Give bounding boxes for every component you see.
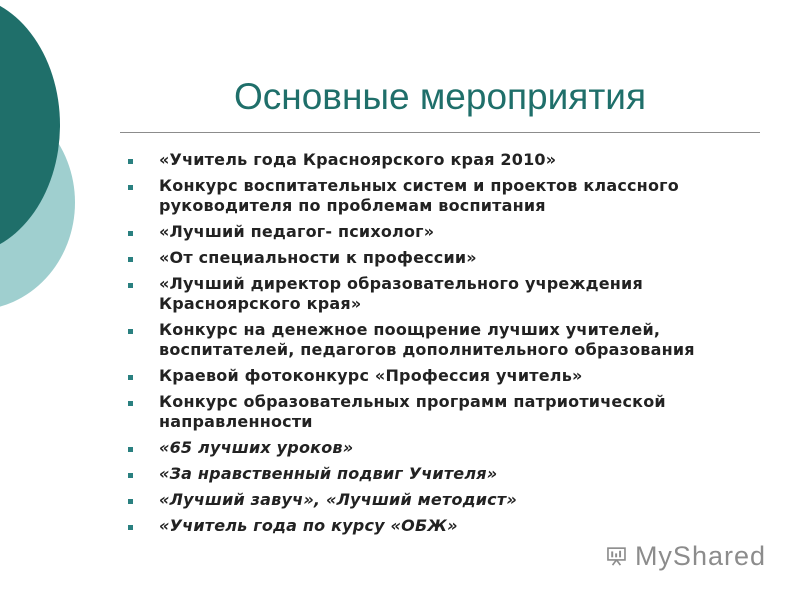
list-item-text: «Учитель года по курсу «ОБЖ» bbox=[159, 516, 458, 535]
bullet-icon bbox=[128, 447, 133, 452]
bullet-icon bbox=[128, 283, 133, 288]
list-item-text: «Лучший директор образовательного учреждения Красноярского края» bbox=[159, 274, 643, 313]
list-item bbox=[128, 464, 768, 484]
list-item bbox=[128, 150, 768, 170]
list-item bbox=[128, 222, 768, 242]
list-item-text: Конкурс образовательных программ патриотической направленности bbox=[159, 392, 666, 431]
presentation-board-icon bbox=[606, 540, 627, 572]
list-item bbox=[128, 490, 768, 510]
watermark-text: MyShared bbox=[634, 540, 766, 571]
list-item bbox=[128, 438, 768, 458]
list-item-text: «Лучший завуч», «Лучший методист» bbox=[159, 490, 517, 509]
list-item-text: «За нравственный подвиг Учителя» bbox=[159, 464, 498, 483]
list-item-text: «От специальности к профессии» bbox=[159, 248, 477, 267]
list-item bbox=[128, 516, 768, 536]
list-item bbox=[128, 248, 768, 268]
list-item bbox=[128, 320, 768, 360]
list-item bbox=[128, 274, 768, 314]
bullet-icon bbox=[128, 525, 133, 530]
list-item-text: «65 лучших уроков» bbox=[159, 438, 354, 457]
list-item bbox=[128, 176, 768, 216]
list-item bbox=[128, 366, 768, 386]
list-item-text: «Учитель года Красноярского края 2010» bbox=[159, 150, 557, 169]
list-item-text: Конкурс на денежное поощрение лучших учителей, воспитателей, педагогов дополнительного образования bbox=[159, 320, 695, 359]
bullet-icon bbox=[128, 375, 133, 380]
list-item-text: Конкурс воспитательных систем и проектов классного руководителя по проблемам воспитания bbox=[159, 176, 679, 215]
bullet-icon bbox=[128, 185, 133, 190]
bullet-icon bbox=[128, 329, 133, 334]
event-list bbox=[128, 150, 768, 542]
watermark-logo bbox=[606, 538, 766, 574]
list-item-text: Краевой фотоконкурс «Профессия учитель» bbox=[159, 366, 583, 385]
bullet-icon bbox=[128, 401, 133, 406]
list-item bbox=[128, 392, 768, 432]
bullet-icon bbox=[128, 499, 133, 504]
slide-title: Основные мероприятия bbox=[234, 76, 646, 117]
bullet-icon bbox=[128, 473, 133, 478]
bullet-icon bbox=[128, 159, 133, 164]
list-item-text: «Лучший педагог- психолог» bbox=[159, 222, 435, 241]
bullet-icon bbox=[128, 231, 133, 236]
bullet-icon bbox=[128, 257, 133, 262]
title-divider bbox=[120, 132, 760, 133]
